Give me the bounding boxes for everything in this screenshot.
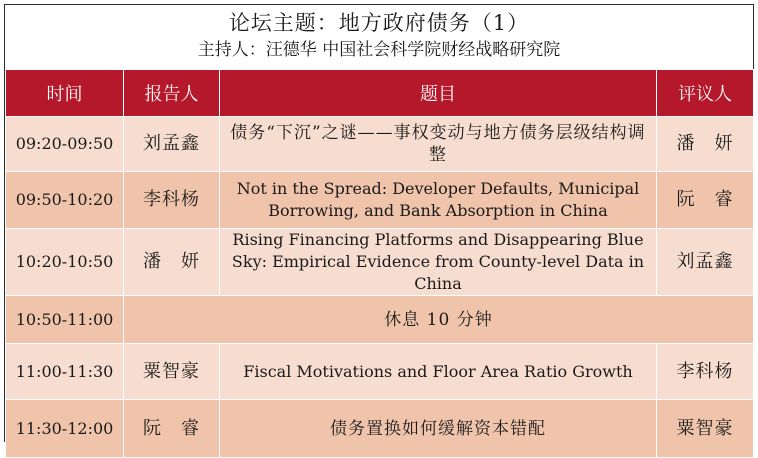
cell-topic: 债务“下沉”之谜——事权变动与地方债务层级结构调整: [220, 117, 657, 172]
cell-reporter: 阮 睿: [124, 400, 220, 458]
table-row: [6, 172, 754, 229]
forum-host: 主持人：汪德华 中国社会科学院财经战略研究院: [197, 40, 561, 60]
cell-discussant: 潘 妍: [657, 117, 754, 172]
cell-topic: Not in the Spread: Developer Defaults, Municipal Borrowing, and Bank Absorption in China: [220, 172, 657, 229]
cell-discussant: 刘孟鑫: [657, 229, 754, 296]
cell-time: 10:50-11:00: [6, 296, 124, 344]
cell-discussant: 阮 睿: [657, 172, 754, 229]
table-row: [6, 344, 754, 400]
table-header-row: [6, 70, 754, 117]
schedule-table: [5, 69, 754, 458]
cell-topic: Fiscal Motivations and Floor Area Ratio Growth: [220, 344, 657, 400]
forum-title: 论坛主题：地方政府债务（1）: [228, 11, 530, 35]
cell-time: 09:20-09:50: [6, 117, 124, 172]
cell-time: 11:00-11:30: [6, 344, 124, 400]
header-time: 时间: [6, 70, 124, 117]
cell-time: 10:20-10:50: [6, 229, 124, 296]
table-row: [6, 117, 754, 172]
cell-topic: 债务置换如何缓解资本错配: [220, 400, 657, 458]
cell-reporter: 李科杨: [124, 172, 220, 229]
schedule-frame: [4, 4, 754, 442]
cell-reporter: 粟智豪: [124, 344, 220, 400]
cell-topic: Rising Financing Platforms and Disappearing Blue Sky: Empirical Evidence from County-level Data in China: [220, 229, 657, 296]
header-reporter: 报告人: [124, 70, 220, 117]
cell-reporter: 潘 妍: [124, 229, 220, 296]
forum-header: [5, 5, 753, 70]
break-label: 休息 10 分钟: [124, 296, 754, 344]
cell-time: 09:50-10:20: [6, 172, 124, 229]
cell-discussant: 李科杨: [657, 344, 754, 400]
table-row: [6, 229, 754, 296]
cell-discussant: 粟智豪: [657, 400, 754, 458]
header-discussant: 评议人: [657, 70, 754, 117]
table-row: [6, 400, 754, 458]
table-row-break: [6, 296, 754, 344]
cell-reporter: 刘孟鑫: [124, 117, 220, 172]
cell-time: 11:30-12:00: [6, 400, 124, 458]
header-topic: 题目: [220, 70, 657, 117]
